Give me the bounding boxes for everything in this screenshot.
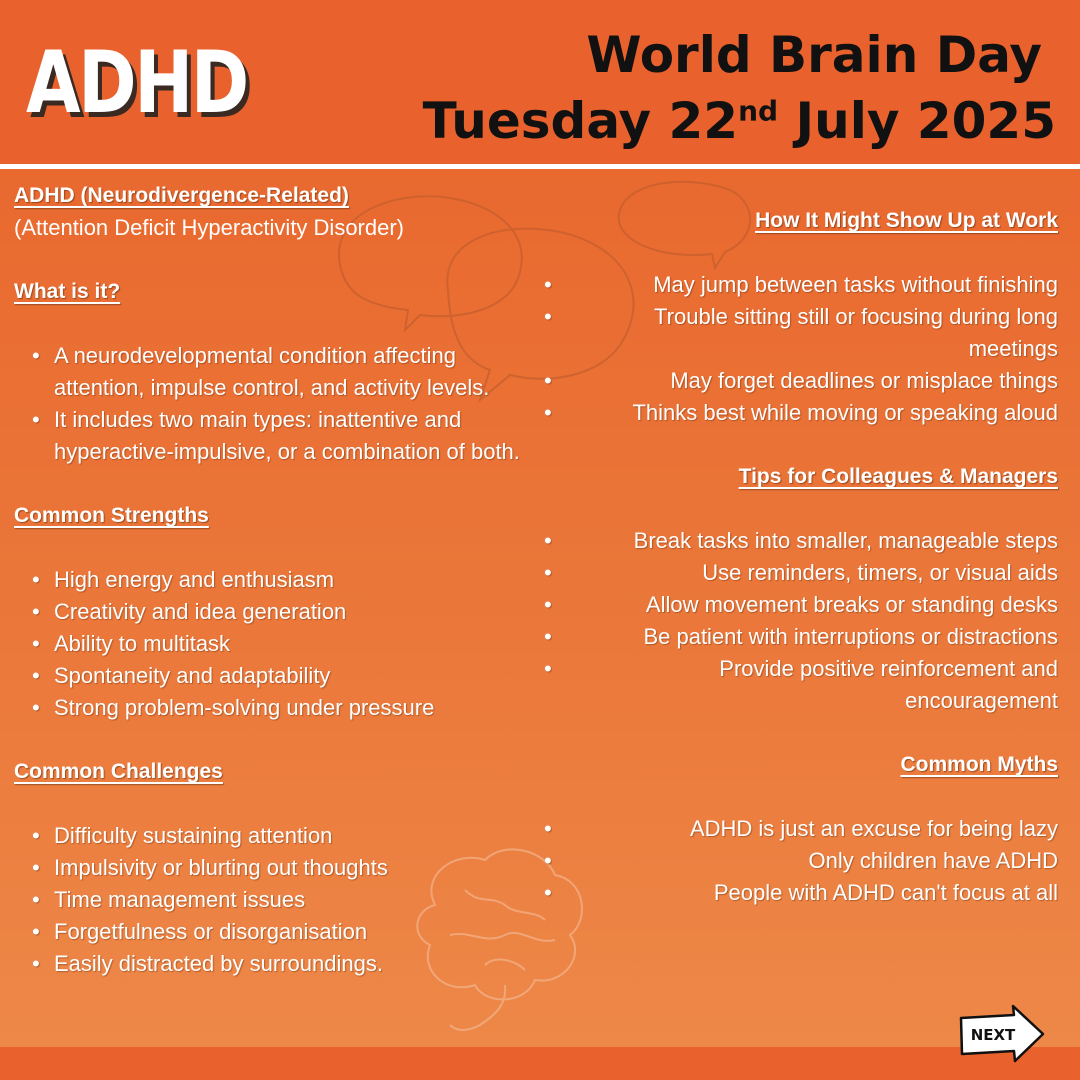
list-item: • Easily distracted by surroundings. [14,948,534,980]
list-item: • Strong problem-solving under pressure [14,692,534,724]
left-column [14,180,534,980]
right-column [540,205,1058,909]
next-label: NEXT [970,1026,1016,1044]
work-heading: How It Might Show Up at Work [755,209,1058,232]
list-item: • Difficulty sustaining attention [14,820,534,852]
list-item: • It includes two main types: inattentive and hyperactive-impulsive, or a combination of both. [14,404,534,468]
list-item: • Spontaneity and adaptability [14,660,534,692]
event-title: World Brain Day [586,26,1042,84]
what-is-it-heading: What is it? [14,280,121,303]
adhd-full-name: (Attention Deficit Hyperactivity Disorder) [14,215,405,240]
list-item: • Only children have ADHD [540,845,1058,877]
list-item: • A neurodevelopmental condition affecting attention, impulse control, and activity levels. [14,340,534,404]
strengths-heading: Common Strengths [14,504,209,527]
work-list [540,269,1058,429]
list-item: • Allow movement breaks or standing desks [540,589,1058,621]
list-item: • Thinks best while moving or speaking aloud [540,397,1058,429]
tips-heading: Tips for Colleagues & Managers [738,465,1058,488]
tips-list [540,525,1058,717]
challenges-heading: Common Challenges [14,760,223,783]
event-date: Tuesday 22nd July 2025 [422,92,1056,150]
list-item: • Trouble sitting still or focusing during long meetings [540,301,1058,365]
list-item: • May jump between tasks without finishing [540,269,1058,301]
adhd-title: ADHD (Neurodivergence-Related) [14,184,349,207]
myths-heading: Common Myths [900,753,1058,776]
adhd-logo: ADHD [26,33,247,133]
list-item: • ADHD is just an excuse for being lazy [540,813,1058,845]
list-item: • Be patient with interruptions or distractions [540,621,1058,653]
list-item: • Break tasks into smaller, manageable steps [540,525,1058,557]
list-item: • Ability to multitask [14,628,534,660]
list-item: • Provide positive reinforcement and encouragement [540,653,1058,717]
list-item: • Forgetfulness or disorganisation [14,916,534,948]
next-arrow-button[interactable] [958,1004,1046,1064]
myths-list [540,813,1058,909]
list-item: • May forget deadlines or misplace things [540,365,1058,397]
list-item: • High energy and enthusiasm [14,564,534,596]
list-item: • Impulsivity or blurting out thoughts [14,852,534,884]
strengths-list [14,564,534,724]
list-item: • Creativity and idea generation [14,596,534,628]
list-item: • People with ADHD can't focus at all [540,877,1058,909]
footer-band [0,1047,1080,1080]
list-item: • Time management issues [14,884,534,916]
what-is-it-list [14,340,534,468]
list-item: • Use reminders, timers, or visual aids [540,557,1058,589]
challenges-list [14,820,534,980]
